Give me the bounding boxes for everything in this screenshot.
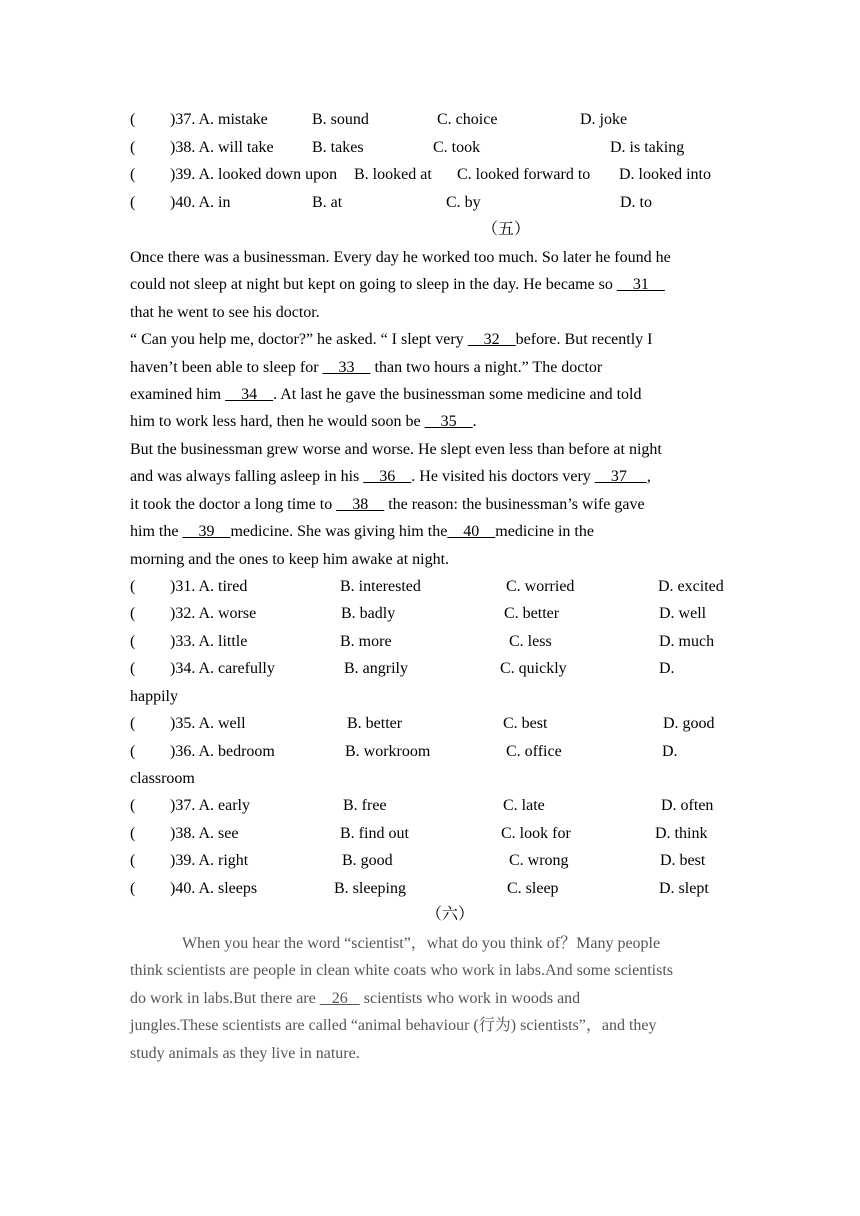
option-d: D. looked into (619, 166, 711, 183)
passage5-line: him the 39 medicine. She was giving him the 40 medicine in the (130, 523, 594, 540)
passage6-line: do work in labs.But there are 26 scientists who work in woods and (130, 990, 581, 1007)
option-b: B. find out (340, 825, 409, 842)
option-b: B. workroom (345, 743, 431, 760)
blank-38: 38 (336, 496, 385, 513)
paren: ( (130, 194, 136, 211)
passage5-line: and was always falling asleep in his 36 . He visited his doctors very 37 , (130, 468, 651, 485)
option-d: D. excited (658, 578, 724, 595)
option-d: D. good (663, 715, 715, 732)
section-title-5: （五） (481, 221, 530, 238)
option-d-wrap: happily (130, 688, 178, 705)
option-c: C. wrong (509, 852, 569, 869)
blank-34: 34 (225, 386, 274, 403)
option-d: D. to (620, 194, 652, 211)
option-c: C. by (446, 194, 481, 211)
q-num-option-a: )32. A. worse (170, 605, 257, 622)
passage6-line: study animals as they live in nature. (130, 1045, 360, 1062)
passage5-line: it took the doctor a long time to 38 the reason: the businessman’s wife gave (130, 496, 645, 513)
passage5-line: Once there was a businessman. Every day he worked too much. So later he found he (130, 249, 671, 266)
blank-39: 39 (182, 523, 231, 540)
option-b: B. sleeping (334, 880, 406, 897)
option-c: C. sleep (507, 880, 559, 897)
blank-26: 26 (319, 990, 360, 1007)
option-d: D. (659, 660, 675, 677)
blank-35: 35 (424, 413, 473, 430)
option-d: D. slept (659, 880, 709, 897)
q-num-option-a: )37. A. early (170, 797, 250, 814)
option-d: D. joke (580, 111, 628, 128)
option-b: B. better (347, 715, 403, 732)
option-c: C. look for (501, 825, 571, 842)
passage5-line: examined him 34 . At last he gave the businessman some medicine and told (130, 386, 642, 403)
blank-37: 37 (594, 468, 647, 485)
blank-31: 31 (616, 276, 665, 293)
q-num-option-a: )38. A. will take (170, 139, 274, 156)
option-c: C. worried (506, 578, 575, 595)
q-num-option-a: )39. A. looked down upon (170, 166, 338, 183)
option-c: C. quickly (500, 660, 567, 677)
option-b: B. interested (340, 578, 421, 595)
option-b: B. good (342, 852, 393, 869)
passage5-line: morning and the ones to keep him awake at night. (130, 551, 450, 568)
passage5-line: But the businessman grew worse and worse. He slept even less than before at night (130, 441, 662, 458)
option-b: B. angrily (344, 660, 408, 677)
option-c: C. looked forward to (457, 166, 591, 183)
option-d: D. best (660, 852, 706, 869)
q-num-option-a: )38. A. see (170, 825, 239, 842)
option-b: B. sound (312, 111, 369, 128)
option-b: B. at (312, 194, 343, 211)
option-d: D. often (661, 797, 714, 814)
option-b: B. badly (341, 605, 396, 622)
option-c: C. took (433, 139, 481, 156)
q-num-option-a: )40. A. sleeps (170, 880, 258, 897)
option-c: C. better (504, 605, 560, 622)
paren: ( (130, 111, 136, 128)
blank-33: 33 (322, 359, 371, 376)
paren: ( (130, 166, 136, 183)
option-d: D. much (659, 633, 715, 650)
q-num-option-a: )35. A. well (170, 715, 246, 732)
q-num-option-a: )31. A. tired (170, 578, 248, 595)
passage5-line: that he went to see his doctor. (130, 304, 320, 321)
option-d: D. think (655, 825, 708, 842)
option-d: D. is taking (610, 139, 685, 156)
option-b: B. looked at (354, 166, 432, 183)
option-d: D. (662, 743, 678, 760)
blank-40: 40 (447, 523, 496, 540)
option-b: B. takes (312, 139, 364, 156)
passage6-line: When you hear the word “scientist”，what do you think of？Many people (182, 935, 661, 952)
q-num-option-a: )39. A. right (170, 852, 249, 869)
passage5-line: haven’t been able to sleep for 33 than two hours a night.” The doctor (130, 359, 603, 376)
option-c: C. less (509, 633, 552, 650)
q-num-option-a: )34. A. carefully (170, 660, 275, 677)
passage5-line: him to work less hard, then he would soon be 35 . (130, 413, 477, 430)
option-c: C. late (503, 797, 545, 814)
q-num-option-a: )37. A. mistake (170, 111, 268, 128)
passage5-line: “ Can you help me, doctor?” he asked. “ I slept very 32 before. But recently I (130, 331, 653, 348)
blank-36: 36 (363, 468, 412, 485)
section-title-6: （六） (425, 906, 474, 923)
paren: ( (130, 139, 136, 156)
option-d: D. well (659, 605, 707, 622)
q-num-option-a: )33. A. little (170, 633, 248, 650)
passage5-line: could not sleep at night but kept on going to sleep in the day. He became so 31 (130, 276, 665, 293)
option-c: C. best (503, 715, 548, 732)
option-b: B. free (343, 797, 387, 814)
q-num-option-a: )36. A. bedroom (170, 743, 275, 760)
option-c: C. office (506, 743, 562, 760)
option-c: C. choice (437, 111, 498, 128)
option-b: B. more (340, 633, 392, 650)
option-d-wrap: classroom (130, 770, 195, 787)
blank-32: 32 (467, 331, 516, 348)
passage6-line: think scientists are people in clean white coats who work in labs.And some scientists (130, 962, 673, 979)
passage6-line: jungles.These scientists are called “animal behaviour (行为) scientists”，and they (130, 1017, 657, 1034)
q-num-option-a: )40. A. in (170, 194, 231, 211)
